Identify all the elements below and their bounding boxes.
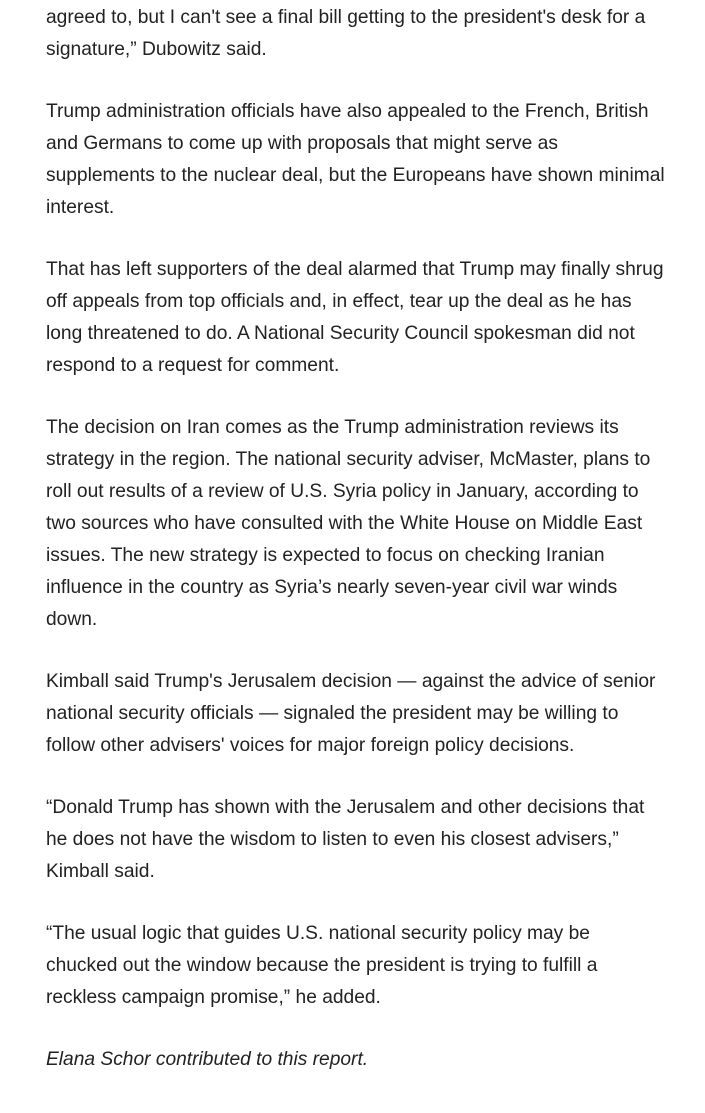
article-paragraph-3: That has left supporters of the deal alarmed that Trump may finally shrug off appeals from top officials and, in effect, tear up the deal as he has long threatened to do. A National Security Council spokesman did not respond to a request for comment.	[46, 259, 664, 376]
article-paragraph-1: agreed to, but I can't see a final bill getting to the president's desk for a signature,” Dubowitz said.	[46, 7, 646, 60]
article-paragraph-7: “The usual logic that guides U.S. national security policy may be chucked out the window because the president is trying to fulfill a reckless campaign promise,” he added.	[46, 923, 598, 1008]
article-body	[46, 2, 666, 1076]
contributor-credit: Elana Schor contributed to this report.	[46, 1049, 369, 1070]
article-paragraph-2: Trump administration officials have also appealed to the French, British and Germans to come up with proposals that might serve as supplements to the nuclear deal, but the Europeans have shown minimal interest.	[46, 101, 665, 218]
article-paragraph-4: The decision on Iran comes as the Trump administration reviews its strategy in the region. The national security adviser, McMaster, plans to roll out results of a review of U.S. Syria policy in January, according to two sources who have consulted with the White House on Middle East issues. The new strategy is expected to focus on checking Iranian influence in the country as Syria’s nearly seven-year civil war winds down.	[46, 417, 651, 630]
article-paragraph-5: Kimball said Trump's Jerusalem decision — against the advice of senior national security officials — signaled the president may be willing to follow other advisers' voices for major foreign policy decisions.	[46, 671, 656, 756]
article-paragraph-6: “Donald Trump has shown with the Jerusalem and other decisions that he does not have the wisdom to listen to even his closest advisers,” Kimball said.	[46, 797, 645, 882]
